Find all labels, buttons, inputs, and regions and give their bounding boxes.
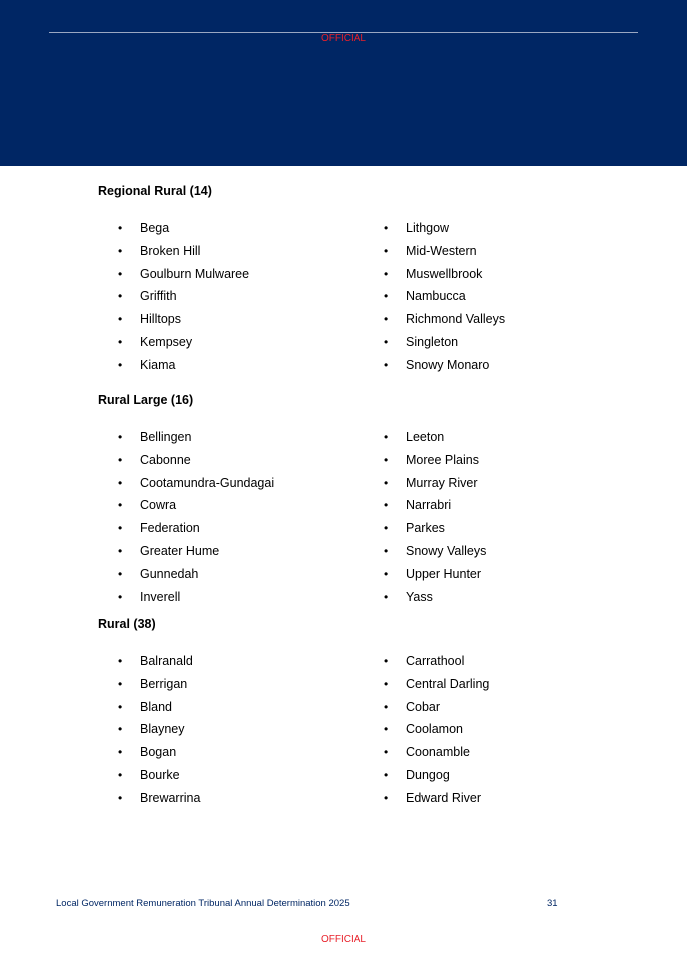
list-item: • Cootamundra-Gundagai xyxy=(118,474,274,497)
list-item: • Narrabri xyxy=(384,496,486,519)
list-item: • Lithgow xyxy=(384,219,505,242)
header-banner xyxy=(0,0,687,166)
list-item: • Mid-Western xyxy=(384,242,505,265)
list-item: • Nambucca xyxy=(384,287,505,310)
list-item: • Snowy Monaro xyxy=(384,356,505,379)
section-heading-regional-rural: Regional Rural (14) xyxy=(98,184,212,198)
list-item: • Snowy Valleys xyxy=(384,542,486,565)
list-item: • Coolamon xyxy=(384,720,489,743)
list-item: • Bourke xyxy=(118,766,200,789)
list-item: • Central Darling xyxy=(384,675,489,698)
list-item: • Yass xyxy=(384,588,486,611)
list-item: • Bega xyxy=(118,219,249,242)
footer-document-title: Local Government Remuneration Tribunal Annual Determination 2025 xyxy=(56,898,350,909)
list-item: • Greater Hume xyxy=(118,542,274,565)
security-marking-bottom: OFFICIAL xyxy=(320,934,366,945)
rural-list-left xyxy=(118,652,200,812)
list-item: • Carrathool xyxy=(384,652,489,675)
list-item: • Cobar xyxy=(384,698,489,721)
list-item: • Bogan xyxy=(118,743,200,766)
list-item: • Broken Hill xyxy=(118,242,249,265)
list-item: • Coonamble xyxy=(384,743,489,766)
list-item: • Singleton xyxy=(384,333,505,356)
list-item: • Dungog xyxy=(384,766,489,789)
list-item: • Balranald xyxy=(118,652,200,675)
rural-large-list-left xyxy=(118,428,274,610)
section-heading-rural-large: Rural Large (16) xyxy=(98,393,194,407)
list-item: • Berrigan xyxy=(118,675,200,698)
list-item: • Cabonne xyxy=(118,451,274,474)
rural-list-right xyxy=(384,652,489,812)
list-item: • Blayney xyxy=(118,720,200,743)
list-item: • Leeton xyxy=(384,428,486,451)
list-item: • Bellingen xyxy=(118,428,274,451)
list-item: • Muswellbrook xyxy=(384,265,505,288)
list-item: • Parkes xyxy=(384,519,486,542)
list-item: • Upper Hunter xyxy=(384,565,486,588)
list-item: • Moree Plains xyxy=(384,451,486,474)
list-item: • Cowra xyxy=(118,496,274,519)
list-item: • Bland xyxy=(118,698,200,721)
security-marking-top: OFFICIAL xyxy=(320,33,366,44)
footer-page-number: 31 xyxy=(547,898,558,909)
list-item: • Kiama xyxy=(118,356,249,379)
list-item: • Murray River xyxy=(384,474,486,497)
regional-rural-list-left xyxy=(118,219,249,379)
list-item: • Goulburn Mulwaree xyxy=(118,265,249,288)
list-item: • Gunnedah xyxy=(118,565,274,588)
list-item: • Federation xyxy=(118,519,274,542)
rural-large-list-right xyxy=(384,428,486,610)
list-item: • Edward River xyxy=(384,789,489,812)
list-item: • Brewarrina xyxy=(118,789,200,812)
list-item: • Inverell xyxy=(118,588,274,611)
list-item: • Griffith xyxy=(118,287,249,310)
list-item: • Hilltops xyxy=(118,310,249,333)
list-item: • Kempsey xyxy=(118,333,249,356)
list-item: • Richmond Valleys xyxy=(384,310,505,333)
regional-rural-list-right xyxy=(384,219,505,379)
section-heading-rural: Rural (38) xyxy=(98,617,156,631)
